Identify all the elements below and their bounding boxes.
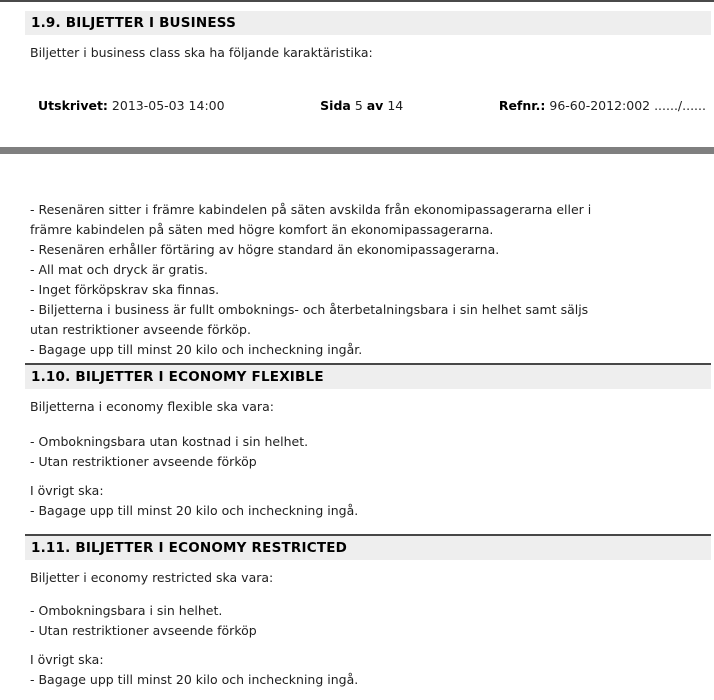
text-line: I övrigt ska: [30, 652, 104, 667]
section-body-extra-1-10 [0, 481, 714, 521]
text-line: - Utan restriktioner avseende förköp [30, 623, 257, 638]
text-line: utan restriktioner avseende förköp. [30, 322, 251, 337]
page-total: 14 [387, 98, 404, 113]
refnr-info [499, 96, 706, 116]
text-line: - Resenären sitter i främre kabindelen på säten avskilda från ekonomipassagerarna eller i [30, 202, 592, 217]
printed-label: Utskrivet: [38, 98, 108, 113]
refnr-value: 96-60-2012:002 ....../...... [549, 98, 706, 113]
section-heading-1-9: 1.9. BILJETTER I BUSINESS [25, 11, 711, 35]
text-line: - Bagage upp till minst 20 kilo och incheckning ingå. [30, 503, 359, 518]
top-divider [0, 0, 714, 2]
section-1-9 [0, 11, 714, 63]
text-line: - Inget förköpskrav ska finnas. [30, 282, 220, 297]
page-of-label: av [366, 98, 384, 113]
text-line: - Ombokningsbara i sin helhet. [30, 603, 223, 618]
printed-info [38, 96, 225, 116]
section-heading-1-10: 1.10. BILJETTER I ECONOMY FLEXIBLE [25, 363, 711, 389]
page-indicator [320, 96, 403, 116]
text-line: - Utan restriktioner avseende förköp [30, 454, 257, 469]
page-label: Sida [320, 98, 351, 113]
text-line: - Bagage upp till minst 20 kilo och incheckning ingå. [30, 672, 359, 687]
section-intro-1-10: Biljetterna i economy flexible ska vara: [30, 399, 274, 414]
section-body-1-9 [0, 200, 714, 360]
refnr-label: Refnr.: [498, 98, 546, 113]
text-line: - All mat och dryck är gratis. [30, 262, 209, 277]
page-number: 5 [354, 98, 363, 113]
printed-value: 2013-05-03 14:00 [111, 98, 225, 113]
page-break-divider [0, 147, 714, 154]
section-1-10 [0, 363, 714, 521]
text-line: - Biljetterna i business är fullt omboknings- och återbetalningsbara i sin helhet samt säljs [30, 302, 589, 317]
section-intro-1-9: Biljetter i business class ska ha följande karaktäristika: [30, 45, 373, 60]
section-1-11 [0, 534, 714, 690]
section-intro-1-11: Biljetter i economy restricted ska vara: [30, 570, 274, 585]
text-line: I övrigt ska: [30, 483, 104, 498]
section-heading-1-11: 1.11. BILJETTER I ECONOMY RESTRICTED [25, 534, 711, 560]
text-line: - Ombokningsbara utan kostnad i sin helhet. [30, 434, 309, 449]
print-meta-row [0, 96, 714, 116]
section-body-1-10 [0, 432, 714, 472]
text-line: - Resenären erhåller förtäring av högre standard än ekonomipassagerarna. [30, 242, 500, 257]
text-line: - Bagage upp till minst 20 kilo och incheckning ingår. [30, 342, 363, 357]
section-body-1-11 [0, 601, 714, 641]
section-body-extra-1-11 [0, 650, 714, 690]
text-line: främre kabindelen på säten med högre komfort än ekonomipassagerarna. [30, 222, 494, 237]
